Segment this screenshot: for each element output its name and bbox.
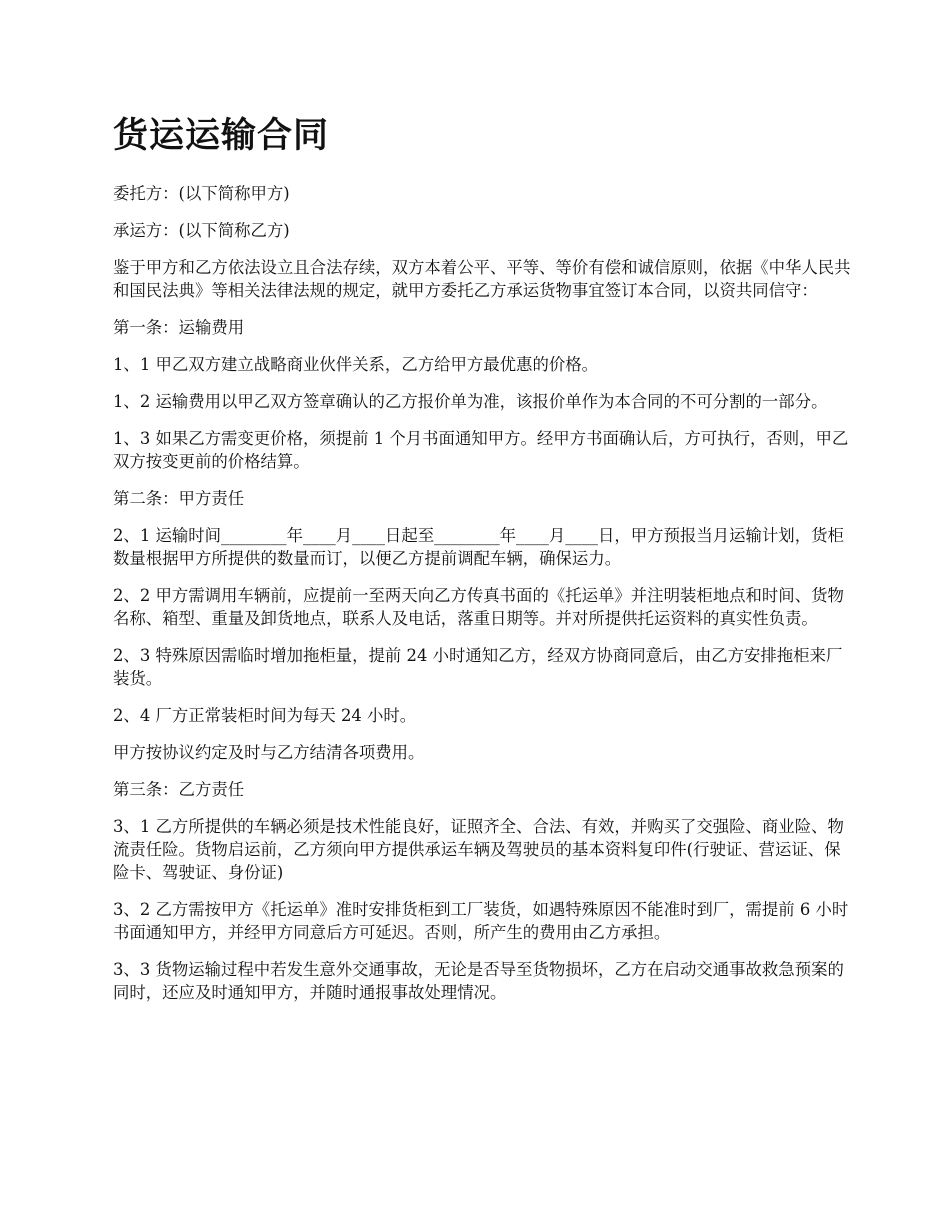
settlement-paragraph: 甲方按协议约定及时与乙方结清各项费用。 [113, 743, 425, 762]
clause-3-1: 3、1 乙方所提供的车辆必须是技术性能良好，证照齐全、合法、有效，并购买了交强险、商业险、物流责任险。货物启运前，乙方须向甲方提供承运车辆及驾驶员的基本资料复印件(行驶证、营运证、保险卡、驾驶证、身份证) [113, 817, 844, 882]
article-2-heading: 第二条：甲方责任 [113, 489, 245, 508]
clause-1-2: 1、2 运输费用以甲乙双方签章确认的乙方报价单为准，该报价单作为本合同的不可分割的一部分。 [113, 392, 828, 411]
clause-2-3: 2、3 特殊原因需临时增加拖柜量，提前 24 小时通知乙方，经双方协商同意后，由乙方安排拖柜来厂装货。 [113, 646, 843, 688]
document-title: 货运运输合同 [113, 115, 330, 156]
document-body [113, 112, 853, 1018]
article-3-heading: 第三条：乙方责任 [113, 780, 245, 799]
clause-3-2: 3、2 乙方需按甲方《托运单》准时安排货柜到工厂装货，如遇特殊原因不能准时到厂，需提前 6 小时书面通知甲方，并经甲方同意后方可延迟。否则，所产生的费用由乙方承担。 [113, 900, 849, 942]
clause-2-4: 2、4 厂方正常装柜时间为每天 24 小时。 [113, 706, 417, 725]
clause-1-1: 1、1 甲乙双方建立战略商业伙伴关系，乙方给甲方最优惠的价格。 [113, 355, 599, 374]
clause-2-2: 2、2 甲方需调用车辆前，应提前一至两天向乙方传真书面的《托运单》并注明装柜地点和时间、货物名称、箱型、重量及卸货地点，联系人及电话，落重日期等。并对所提供托运资料的真实性负责。 [113, 586, 844, 628]
preamble-paragraph: 鉴于甲方和乙方依法设立且合法存续，双方本着公平、平等、等价有偿和诚信原则，依据《中华人民共和国民法典》等相关法律法规的规定，就甲方委托乙方承运货物事宜签订本合同，以资共同信守： [113, 258, 851, 300]
clause-3-3: 3、3 货物运输过程中若发生意外交通事故，无论是否导至货物损坏，乙方在启动交通事故救急预案的同时，还应及时通知甲方，并随时通报事故处理情况。 [113, 960, 844, 1002]
party-a-line: 委托方：(以下简称甲方) [113, 184, 290, 203]
clause-2-1: 2、1 运输时间________年____月____日起至________年____月____日，甲方预报当月运输计划，货柜数量根据甲方所提供的数量而订，以便乙方提前调配车辆，确保运力。 [113, 526, 844, 568]
party-b-line: 承运方：(以下简称乙方) [113, 221, 290, 240]
article-1-heading: 第一条：运输费用 [113, 318, 245, 337]
clause-1-3: 1、3 如果乙方需变更价格，须提前 1 个月书面通知甲方。经甲方书面确认后，方可执行，否则，甲乙双方按变更前的价格结算。 [113, 429, 849, 471]
